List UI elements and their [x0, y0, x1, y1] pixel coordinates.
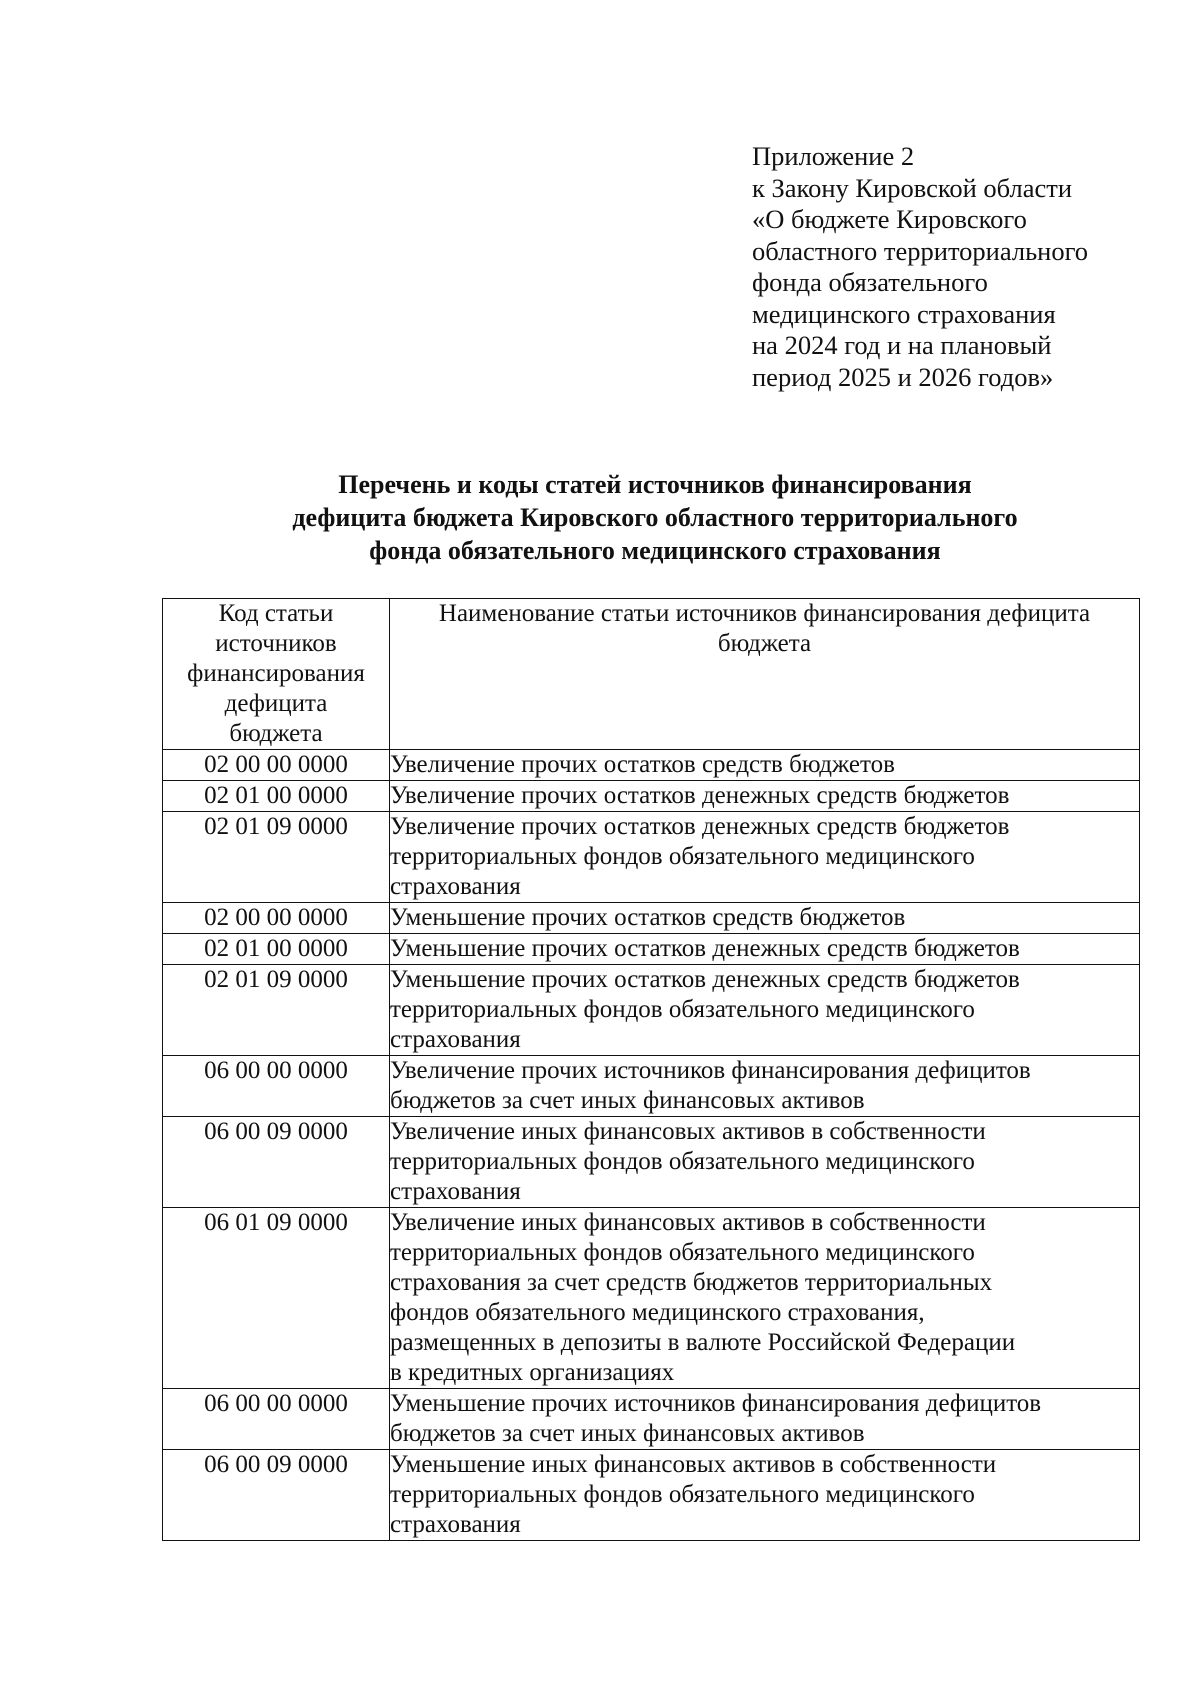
table-row	[163, 750, 1140, 781]
appendix-line: Приложение 2	[752, 141, 915, 171]
appendix-line: период 2025 и 2026 годов»	[752, 361, 1054, 392]
table-row	[163, 934, 1140, 965]
article-code-cell: 06 00 09 0000	[163, 1450, 390, 1541]
header-line: бюджета	[229, 720, 323, 747]
article-name-line: территориальных фондов обязательного медицинского	[390, 843, 975, 870]
article-code-cell: 06 00 00 0000	[163, 1389, 390, 1450]
table-row	[163, 1389, 1140, 1450]
table-row	[163, 781, 1140, 812]
article-code-cell: 02 01 09 0000	[163, 965, 390, 1056]
article-name-line: Увеличение иных финансовых активов в собственности	[390, 1209, 986, 1236]
table-row	[163, 903, 1140, 934]
title-line: Перечень и коды статей источников финансирования	[338, 470, 972, 499]
article-name-line: Увеличение прочих источников финансирования дефицитов	[390, 1057, 1031, 1084]
sources-table	[162, 598, 1140, 1541]
article-name-line: Уменьшение иных финансовых активов в собственности	[390, 1451, 997, 1478]
article-name-line: Уменьшение прочих остатков средств бюджетов	[390, 904, 906, 931]
appendix-block	[752, 141, 1152, 393]
appendix-line: фонда обязательного	[752, 267, 988, 297]
article-code-cell: 02 00 00 0000	[163, 903, 390, 934]
article-name-cell	[390, 1208, 1140, 1389]
article-name-cell	[390, 781, 1140, 812]
article-name-cell	[390, 1389, 1140, 1450]
article-name-line: бюджетов за счет иных финансовых активов	[390, 1420, 865, 1447]
header-line: Наименование статьи источников финансирования дефицита	[438, 600, 1091, 627]
appendix-line: «О бюджете Кировского	[752, 204, 1027, 234]
article-name-line: Увеличение прочих остатков денежных средств бюджетов	[390, 782, 1010, 809]
article-name-cell	[390, 812, 1140, 903]
table-row	[163, 1208, 1140, 1389]
article-name-line: территориальных фондов обязательного медицинского	[390, 996, 975, 1023]
article-code-cell: 06 00 00 0000	[163, 1056, 390, 1117]
article-name-line: Увеличение иных финансовых активов в собственности	[390, 1118, 986, 1145]
title-line: фонда обязательного медицинского страхования	[369, 536, 941, 565]
appendix-line: областного территориального	[752, 235, 1089, 266]
article-code-cell: 02 01 00 0000	[163, 934, 390, 965]
table-row	[163, 1117, 1140, 1208]
article-name-line: Уменьшение прочих остатков денежных средств бюджетов	[390, 935, 1020, 962]
article-name-cell	[390, 1450, 1140, 1541]
article-name-cell	[390, 934, 1140, 965]
header-line: источников	[215, 630, 337, 657]
header-line: бюджета	[717, 630, 812, 657]
article-code-cell: 02 00 00 0000	[163, 750, 390, 781]
article-name-cell	[390, 1056, 1140, 1117]
article-name-line: страхования	[390, 873, 521, 900]
appendix-line: медицинского страхования	[752, 298, 1056, 329]
article-code-cell: 02 01 00 0000	[163, 781, 390, 812]
title-line: дефицита бюджета Кировского областного территориального	[292, 503, 1018, 532]
document-title	[140, 468, 1170, 567]
article-name-line: Увеличение прочих остатков средств бюджетов	[390, 751, 895, 778]
table-header-row	[163, 599, 1140, 750]
article-name-cell	[390, 965, 1140, 1056]
article-code-cell: 02 01 09 0000	[163, 812, 390, 903]
article-name-line: страхования	[390, 1178, 521, 1205]
article-name-line: Уменьшение прочих остатков денежных средств бюджетов	[390, 966, 1020, 993]
code-column-header	[163, 599, 390, 750]
article-name-line: размещенных в депозиты в валюте Российской Федерации	[390, 1329, 1016, 1356]
article-name-cell	[390, 750, 1140, 781]
appendix-line: на 2024 год и на плановый	[752, 330, 1052, 360]
table-row	[163, 965, 1140, 1056]
article-name-line: территориальных фондов обязательного медицинского	[390, 1239, 975, 1266]
article-name-line: территориальных фондов обязательного медицинского	[390, 1148, 975, 1175]
table-row	[163, 812, 1140, 903]
table-body	[163, 750, 1140, 1541]
header-line: финансирования	[187, 660, 365, 687]
appendix-line: к Закону Кировской области	[752, 172, 1073, 203]
article-name-line: Уменьшение прочих источников финансирования дефицитов	[390, 1390, 1042, 1417]
article-code-cell: 06 01 09 0000	[163, 1208, 390, 1389]
table-row	[163, 1450, 1140, 1541]
header-line: дефицита	[224, 690, 328, 717]
article-name-line: фондов обязательного медицинского страхования,	[390, 1299, 925, 1326]
article-name-line: страхования	[390, 1026, 521, 1053]
article-name-line: Увеличение прочих остатков денежных средств бюджетов	[390, 813, 1010, 840]
article-name-line: бюджетов за счет иных финансовых активов	[390, 1087, 865, 1114]
article-name-line: страхования за счет средств бюджетов территориальных	[390, 1269, 993, 1296]
article-name-line: страхования	[390, 1511, 521, 1538]
table-row	[163, 1056, 1140, 1117]
article-name-cell	[390, 903, 1140, 934]
name-column-header	[390, 599, 1140, 750]
article-code-cell: 06 00 09 0000	[163, 1117, 390, 1208]
article-name-line: в кредитных организациях	[390, 1359, 675, 1386]
header-line: Код статьи	[218, 600, 334, 627]
article-name-line: территориальных фондов обязательного медицинского	[390, 1481, 975, 1508]
article-name-cell	[390, 1117, 1140, 1208]
